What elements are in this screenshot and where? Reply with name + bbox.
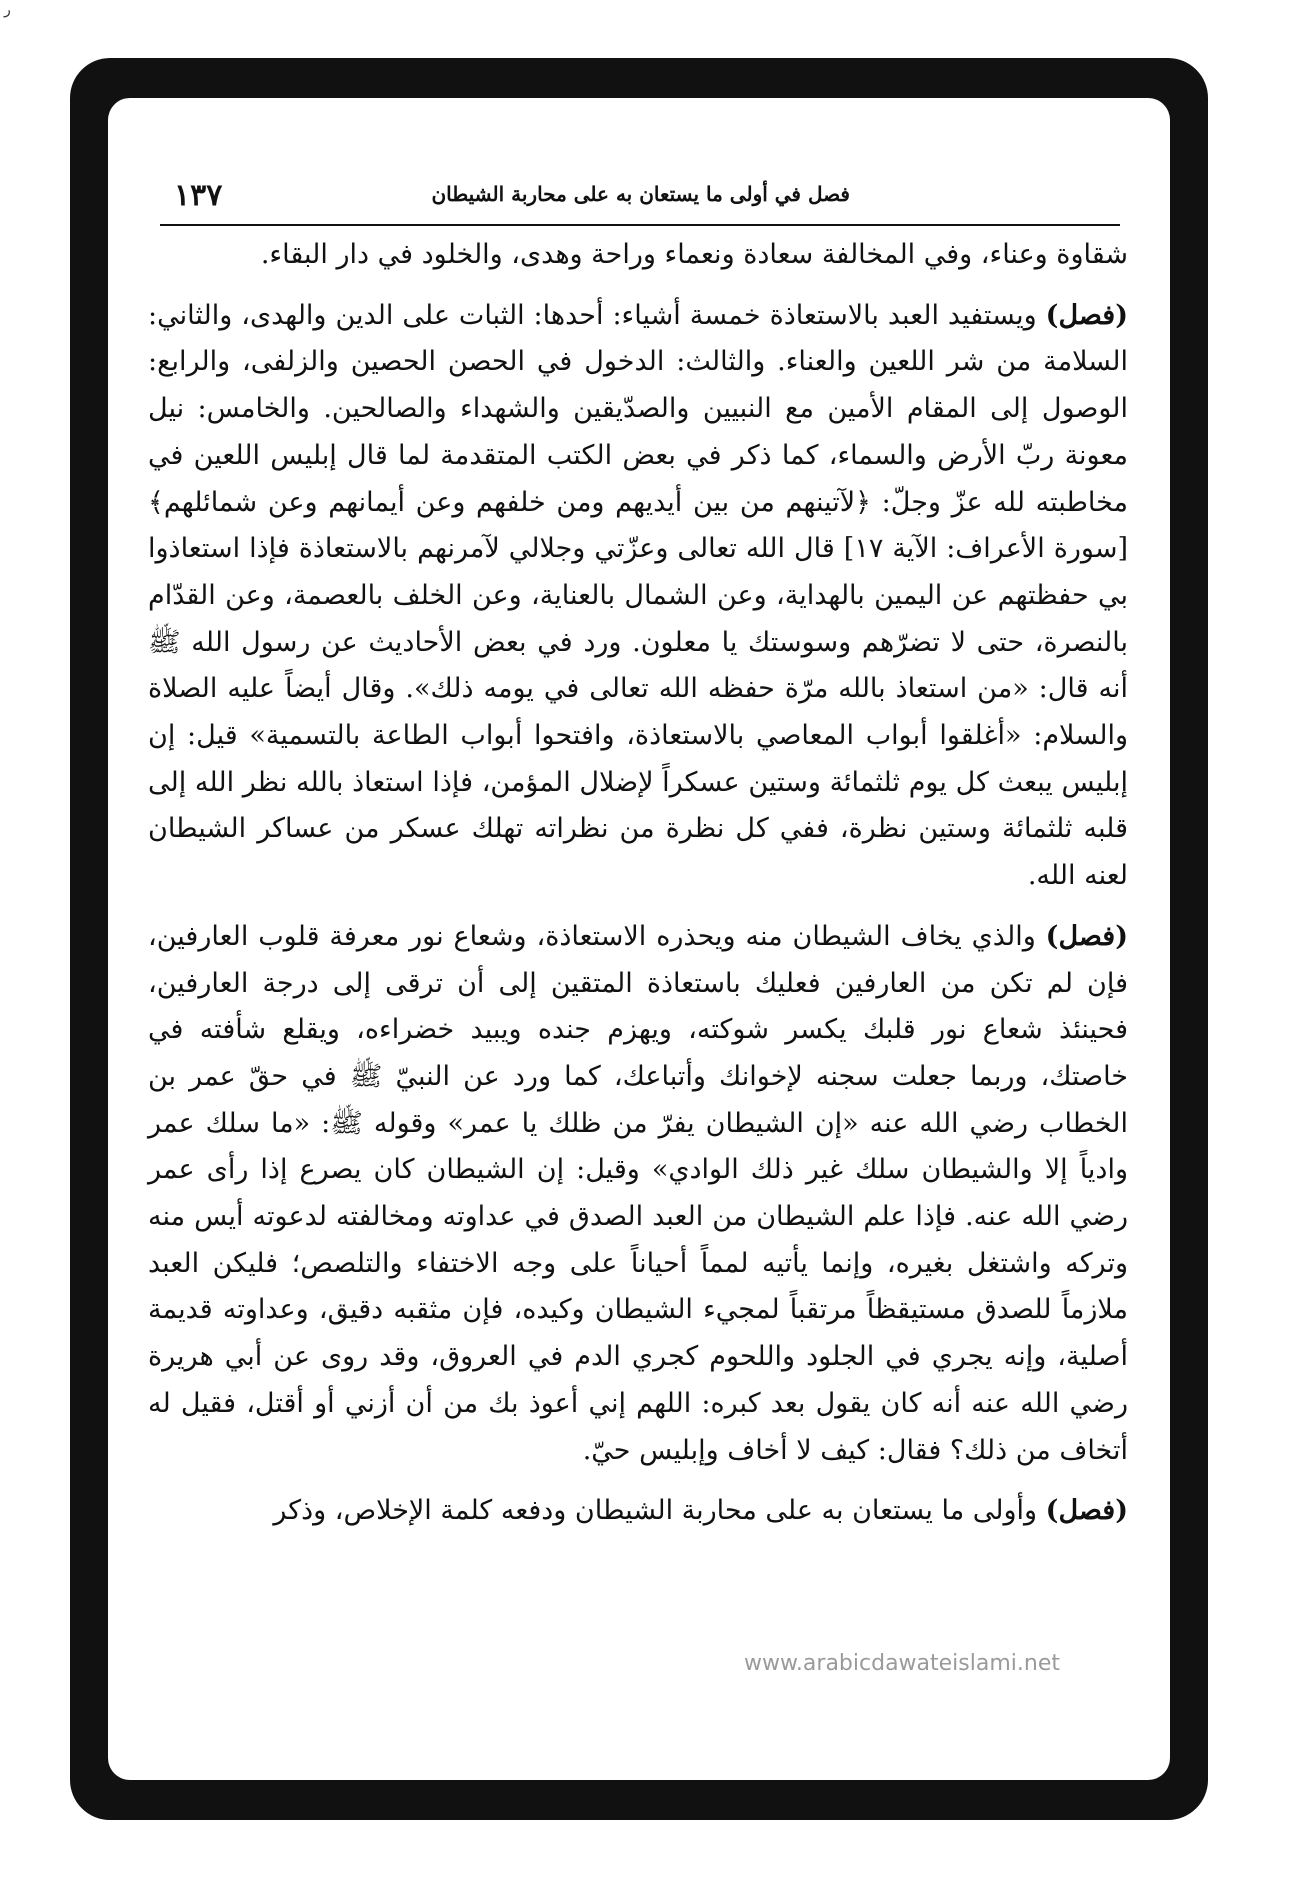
page-number: ١٣٧ xyxy=(174,178,223,213)
paragraph-4 xyxy=(148,1488,1128,1535)
paragraph-2 xyxy=(148,293,1128,900)
page-header xyxy=(160,178,1120,226)
book-page xyxy=(108,98,1170,1780)
paragraph-text: ويستفيد العبد بالاستعاذة خمسة أشياء: أحدها: الثبات على الدين والهدى، والثاني: السلامة من شر اللعين والعناء. والثالث: الدخول في الحصن الحصين والزلفى، والرابع: الوصول إلى المقام الأمين مع النبيين والصدّيقين والشهداء والصالحين. والخامس: نيل معونة ربّ الأرض والسماء، كما ذكر في بعض الكتب المتقدمة لما قال إبليس اللعين في مخاطبته لله عزّ وجلّ: ﴿لآتينهم من بين أيديهم ومن خلفهم وعن أيمانهم وعن شمائلهم﴾ [سورة الأعراف: الآية ١٧] قال الله تعالى وعزّتي وجلالي لآمرنهم بالاستعاذة فإذا استعاذوا بي حفظتهم عن اليمين بالهداية، وعن الشمال بالعناية، وعن الخلف بالعصمة، وعن القدّام بالنصرة، حتى لا تضرّهم وسوستك يا معلون. ورد في بعض الأحاديث عن رسول الله ﷺ أنه قال: «من استعاذ بالله مرّة حفظه الله تعالى في يومه ذلك». وقال أيضاً عليه الصلاة والسلام: «أغلقوا أبواب المعاصي بالاستعاذة، وافتحوا أبواب الطاعة بالتسمية» قيل: إن إبليس يبعث كل يوم ثلثمائة وستين عسكراً لإضلال المؤمن، فإذا استعاذ بالله نظر الله إلى قلبه ثلثمائة وستين نظرة، ففي كل نظرة من نظراته تهلك عسكر من عساكر الشيطان لعنه الله. xyxy=(148,299,1128,892)
section-keyword: (فصل) xyxy=(1045,920,1128,952)
paragraph-3 xyxy=(148,914,1128,1474)
paragraph-1 xyxy=(148,232,1128,279)
paragraph-text: والذي يخاف الشيطان منه ويحذره الاستعاذة، وشعاع نور معرفة قلوب العارفين، فإن لم تكن من العارفين فعليك باستعاذة المتقين إلى أن ترقى إلى درجة العارفين، فحينئذ شعاع نور قلبك يكسر شوكته، ويهزم جنده ويبيد خضراءه، ويقلع شأفته في خاصتك، وربما جعلت سجنه لإخوانك وأتباعك، كما ورد عن النبيّ ﷺ في حقّ عمر بن الخطاب رضي الله عنه «إن الشيطان يفرّ من ظلك يا عمر» وقوله ﷺ: «ما سلك عمر وادياً إلا والشيطان سلك غير ذلك الوادي» وقيل: إن الشيطان كان يصرع إذا رأى عمر رضي الله عنه. فإذا علم الشيطان من العبد الصدق في عداوته ومخالفته لدعوته أيس منه وتركه واشتغل بغيره، وإنما يأتيه لمماً أحياناً على وجه الاختفاء والتلصص؛ فليكن العبد ملازماً للصدق مستيقظاً مرتقباً لمجيء الشيطان وكيده، فإن مثقبه دقيق، وعداوته قديمة أصلية، وإنه يجري في الجلود واللحوم كجري الدم في العروق، وقد روى عن أبي هريرة رضي الله عنه أنه كان يقول بعد كبره: اللهم إني أعوذ بك من أن أزني أو أقتل، فقيل له أتخاف من ذلك؟ فقال: كيف لا أخاف وإبليس حيّ. xyxy=(148,920,1128,1466)
section-keyword: (فصل) xyxy=(1045,1495,1128,1527)
paragraph-text: شقاوة وعناء، وفي المخالفة سعادة ونعماء وراحة وهدى، والخلود في دار البقاء. xyxy=(260,239,1128,270)
scan-corner-mark: ر xyxy=(4,2,11,18)
section-keyword: (فصل) xyxy=(1045,299,1128,331)
running-title: فصل في أولى ما يستعان به على محاربة الشيطان xyxy=(431,182,850,206)
watermark: www.arabicdawateislami.net xyxy=(743,1651,1060,1676)
paragraph-text: وأولى ما يستعان به على محاربة الشيطان ودفعه كلمة الإخلاص، وذكر xyxy=(273,1495,1046,1527)
page-content xyxy=(148,232,1128,1535)
